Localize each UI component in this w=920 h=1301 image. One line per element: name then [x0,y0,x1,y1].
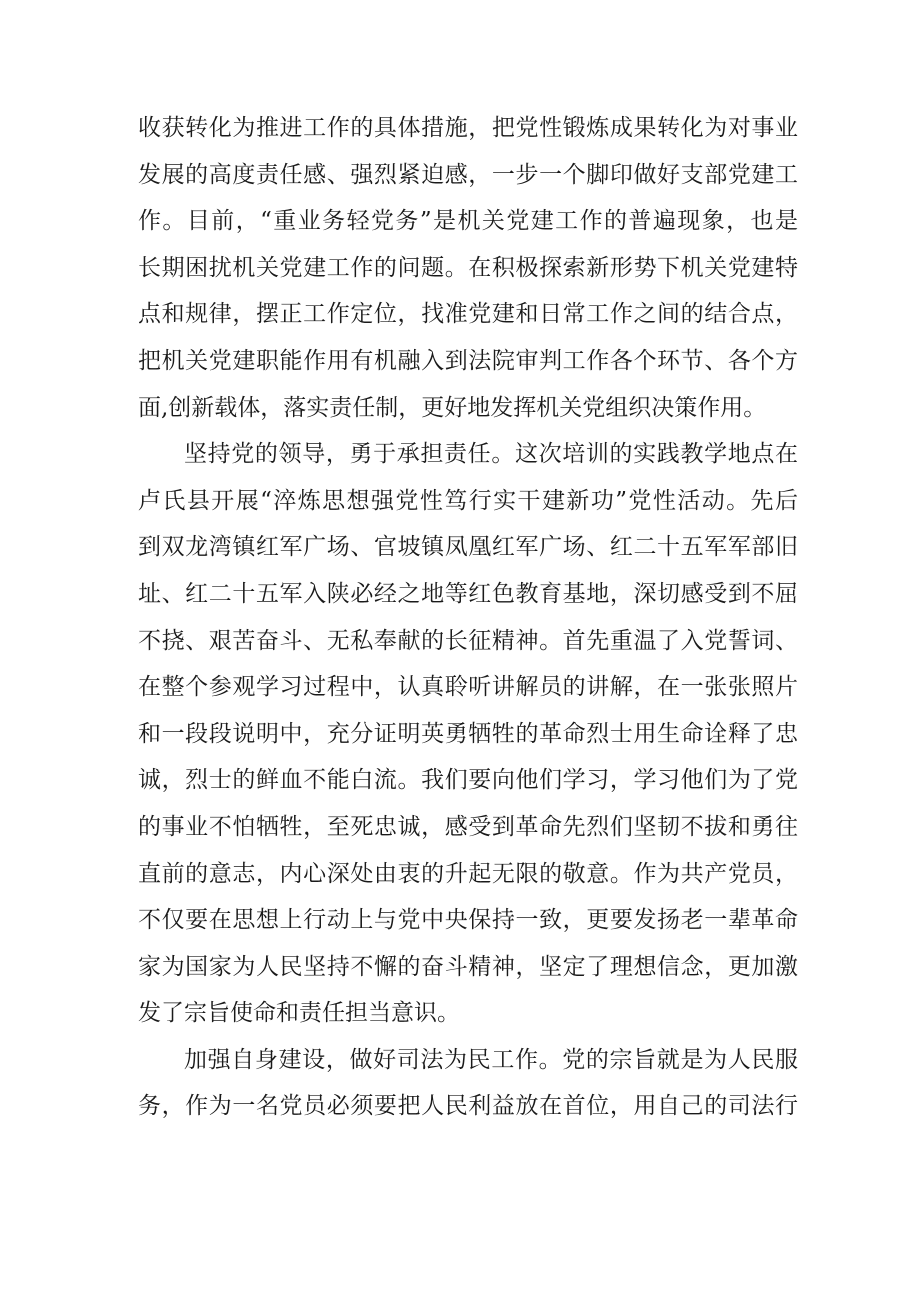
paragraph-1 [138,105,798,431]
text-line: 不挠、艰苦奋斗、无私奉献的长征精神。首先重温了入党誓词、 [138,627,798,654]
document-body [138,105,798,1130]
text-line: 在整个参观学习过程中，认真聆听讲解员的讲解，在一张张照片 [138,674,798,701]
text-line: 卢氏县开展“淬炼思想强党性笃行实干建新功”党性活动。先后 [138,487,798,514]
text-line: 发展的高度责任感、强烈紧迫感，一步一个脚印做好支部党建工 [138,161,798,188]
text-line: 作。目前，“重业务轻党务”是机关党建工作的普遍现象，也是 [138,208,798,235]
paragraph-3 [138,1037,798,1130]
text-line: 加强自身建设，做好司法为民工作。党的宗旨就是为人民服 [184,1046,798,1073]
text-line: 家为国家为人民坚持不懈的奋斗精神，坚定了理想信念，更加激 [138,953,798,980]
text-line: 长期困扰机关党建工作的问题。在积极探索新形势下机关党建特 [138,254,798,281]
text-line: 点和规律，摆正工作定位，找准党建和日常工作之间的结合点， [138,301,798,328]
text-line: 把机关党建职能作用有机融入到法院审判工作各个环节、各个方 [138,347,798,374]
text-line: 直前的意志，内心深处由衷的升起无限的敬意。作为共产党员， [138,860,798,887]
text-line: 面,创新载体，落实责任制，更好地发挥机关党组织决策作用。 [138,394,767,421]
text-line: 发了宗旨使命和责任担当意识。 [138,1000,460,1027]
text-line: 务，作为一名党员必须要把人民利益放在首位，用自己的司法行 [138,1093,798,1120]
text-line: 收获转化为推进工作的具体措施，把党性锻炼成果转化为对事业 [138,115,798,141]
paragraph-2 [138,431,798,1037]
text-line: 坚持党的领导，勇于承担责任。这次培训的实践教学地点在 [184,441,798,468]
text-line: 诚，烈士的鲜血不能白流。我们要向他们学习，学习他们为了党 [138,767,798,794]
text-line: 和一段段说明中，充分证明英勇牺牲的革命烈士用生命诠释了忠 [138,720,798,747]
text-line: 到双龙湾镇红军广场、官坡镇凤凰红军广场、红二十五军军部旧 [138,534,798,561]
text-line: 址、红二十五军入陕必经之地等红色教育基地，深切感受到不屈 [138,580,798,607]
text-line: 的事业不怕牺牲，至死忠诚，感受到革命先烈们坚韧不拔和勇往 [138,813,798,840]
text-line: 不仅要在思想上行动上与党中央保持一致，更要发扬老一辈革命 [138,907,798,934]
